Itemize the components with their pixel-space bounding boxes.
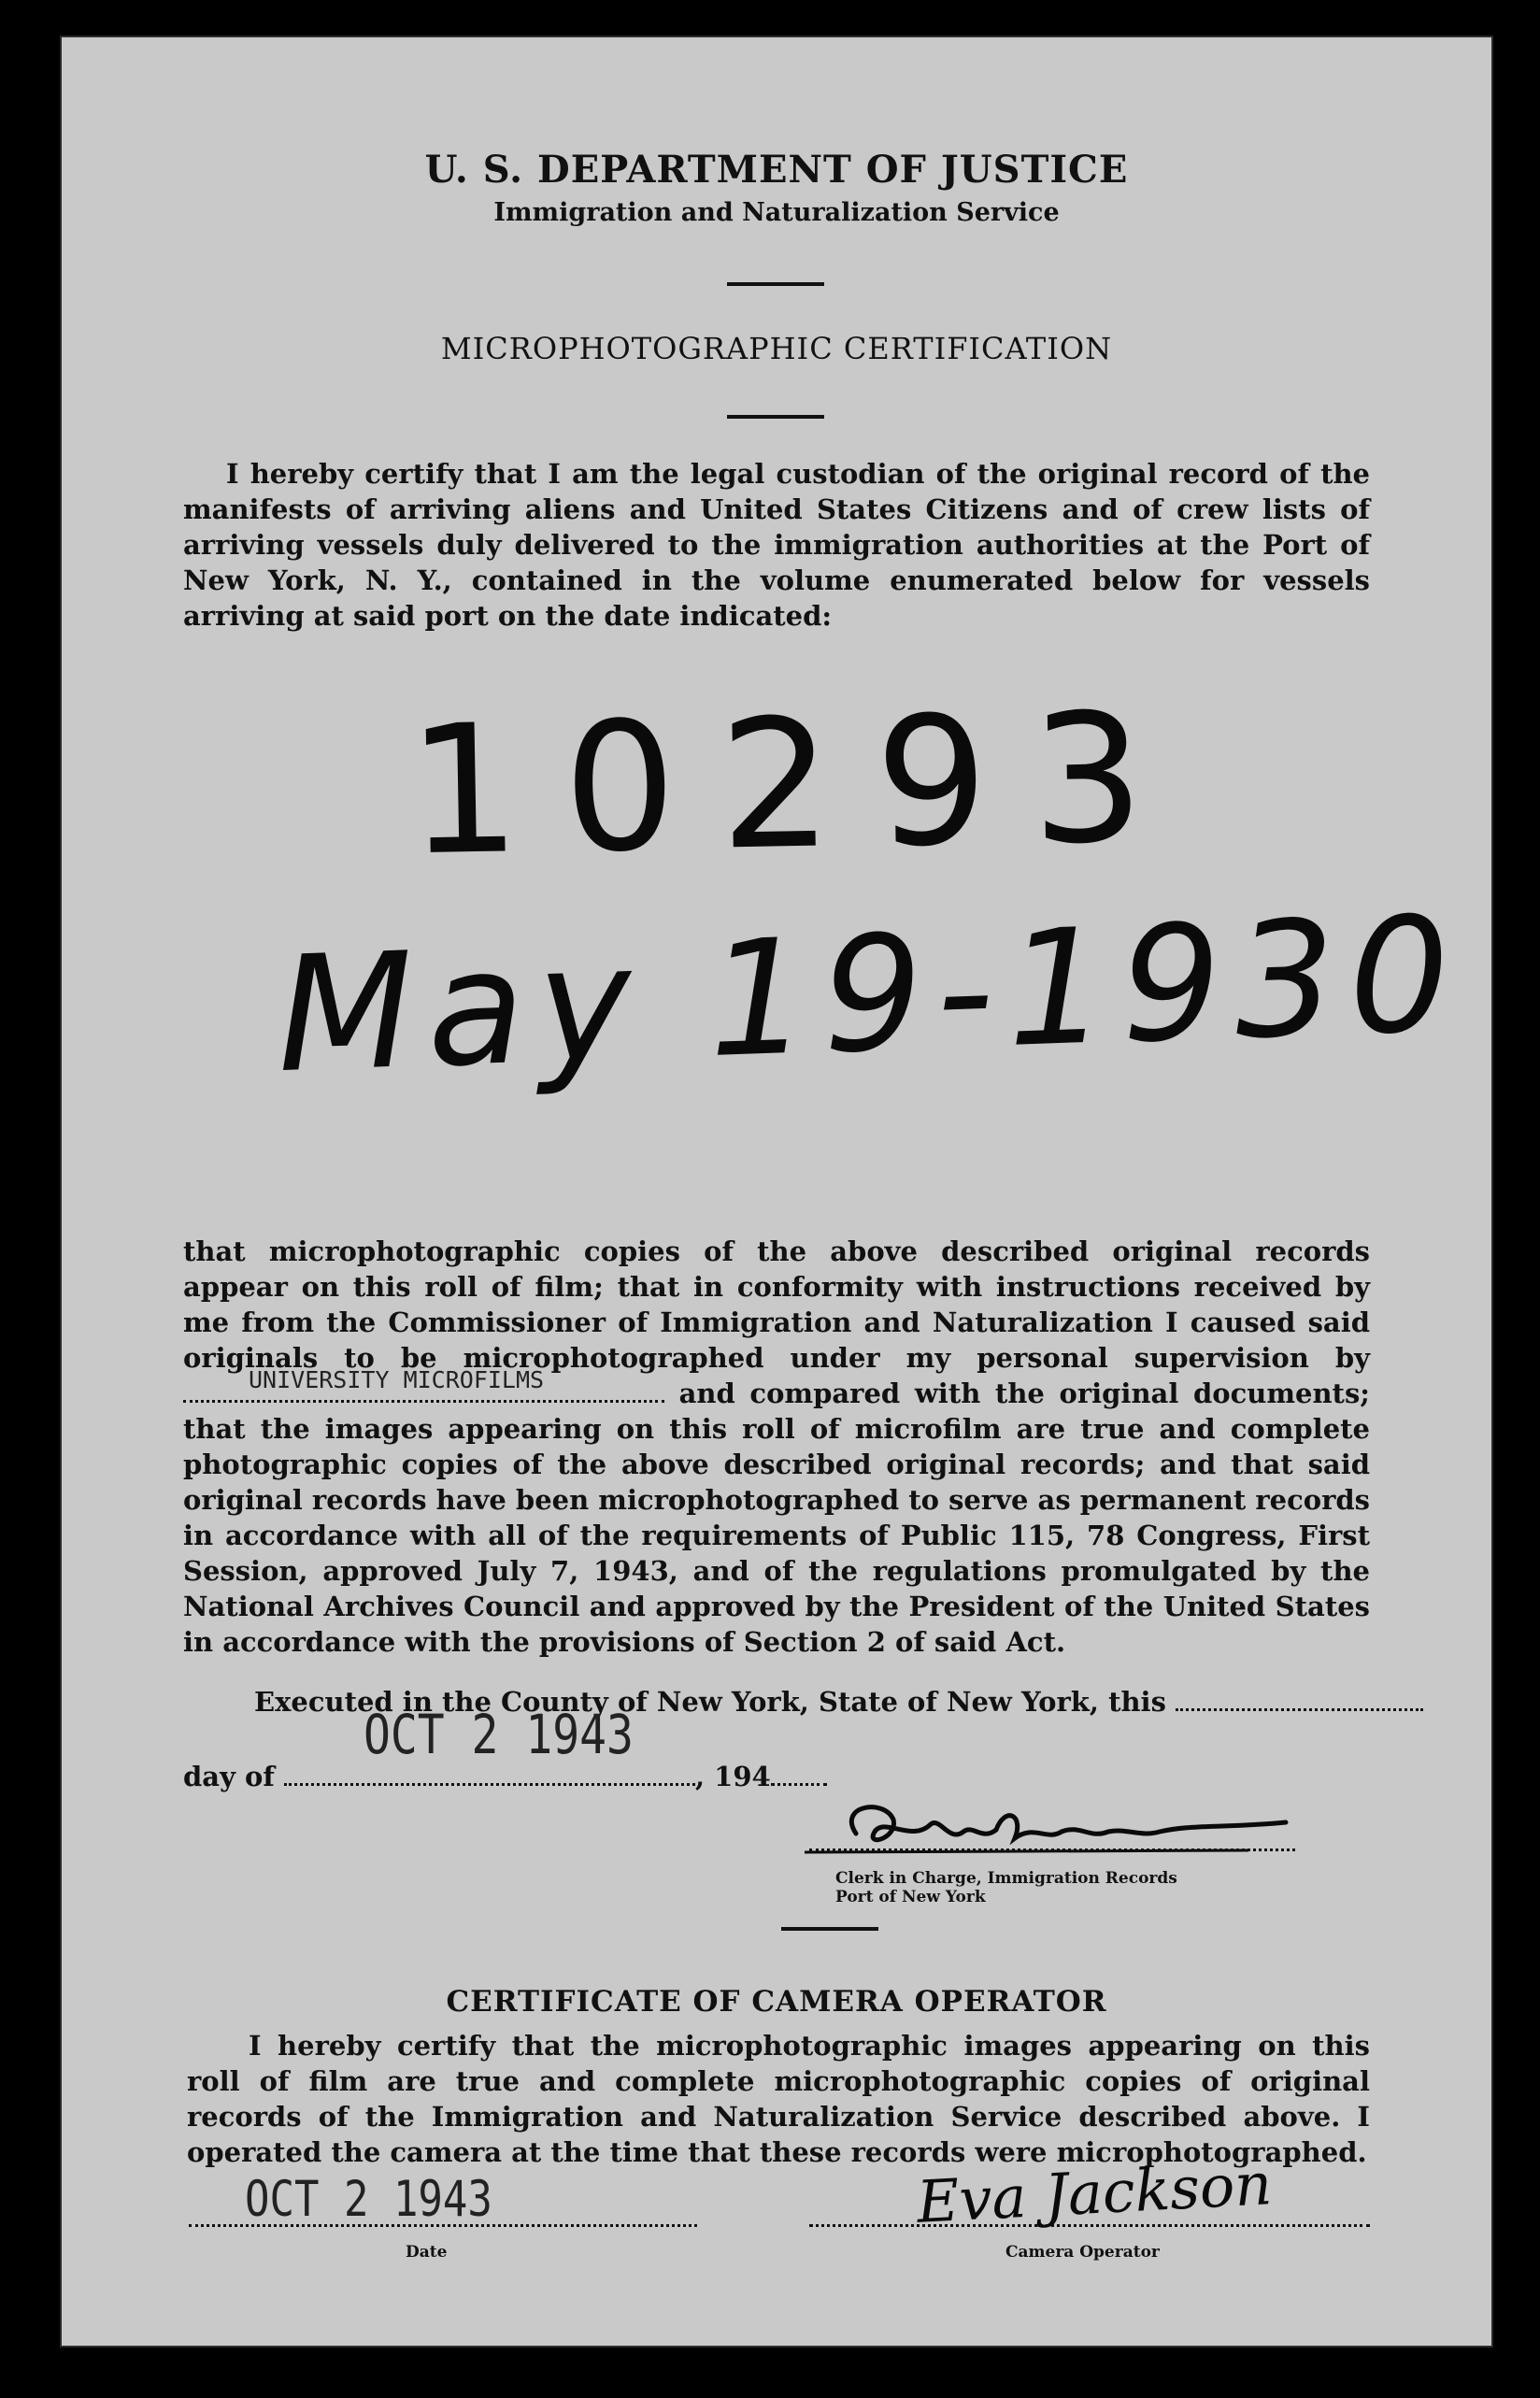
body-paragraph [183, 1234, 1370, 1660]
volume-date: May 19-1930 [273, 881, 1466, 1109]
divider-title [727, 415, 824, 419]
body-text-part1: that microphotographic copies of the above described original records appear on this roll of film; that in conformity with instructions received by me from the Commissioner of Immigration and Naturalization I caused said originals to be microphotographed under my personal supervision by [183, 1235, 1370, 1374]
intro-paragraph: I hereby certify that I am the legal custodian of the original record of the manifests of arriving aliens and United States Citizens and of crew lists of arriving vessels duly delivered to the immigration authorities at the Port of New York, N. Y., contained in the volume enumerated below for vessels arriving at said port on the date indicated: [183, 458, 1370, 632]
clerk-signature-block [800, 1796, 1305, 1906]
camera-date-label: Date [406, 2243, 448, 2262]
day-of-label: day of [183, 1761, 275, 1792]
camera-certificate-title: CERTIFICATE OF CAMERA OPERATOR [446, 1985, 1107, 2019]
divider-top [727, 282, 824, 286]
clerk-signature [800, 1796, 1305, 1862]
photographer-stamp: UNIVERSITY MICROFILMS [249, 1366, 545, 1393]
execution-text: Executed in the County of New York, State of New York, this [254, 1686, 1166, 1718]
certification-title: MICROPHOTOGRAPHIC CERTIFICATION [440, 331, 1113, 366]
year-dots [771, 1763, 827, 1786]
photographer-line [183, 1366, 664, 1403]
clerk-title: Clerk in Charge, Immigration Records [835, 1869, 1177, 1888]
camera-operator-signature: Eva Jackson [915, 2149, 1274, 2236]
camera-date-stamp: OCT 2 1943 [245, 2170, 492, 2229]
service-subheading: Immigration and Naturalization Service [493, 198, 1060, 227]
day-of-dots [284, 1704, 695, 1786]
camera-operator-label: Camera Operator [1005, 2243, 1160, 2262]
certificate-page [60, 36, 1493, 2348]
execution-day-line [1176, 1688, 1423, 1711]
day-of-line [183, 1704, 827, 1794]
clerk-port: Port of New York [835, 1888, 986, 1906]
camera-certificate-text: I hereby certify that the microphotographic images appearing on this roll of film are true and complete microphotographic copies of original records of the Immigration and Naturalization Service described above. I operated the camera at the time that these records were microphotographed. [187, 2030, 1370, 2168]
execution-date-stamp: OCT 2 1943 [363, 1704, 634, 1767]
body-text-part2: and compared with the original documents; that the images appearing on this roll of microfilm are true and complete photographic copies of the above described original records; and that said original records have been microphotographed to serve as permanent records in accordance with all of the requirements of Public 115, 78 Congress, First Session, approved July 7, 1943, and of the regulations promulgated by the National Archives Council and approved by the President of the United States in accordance with the provisions of Section 2 of said Act. [183, 1377, 1370, 1658]
divider-camera [781, 1927, 878, 1931]
volume-number: 10293 [406, 674, 1190, 895]
clerk-signature-line [809, 1848, 1295, 1851]
department-heading: U. S. DEPARTMENT OF JUSTICE [424, 148, 1129, 192]
year-prefix: , 194 [694, 1761, 771, 1792]
